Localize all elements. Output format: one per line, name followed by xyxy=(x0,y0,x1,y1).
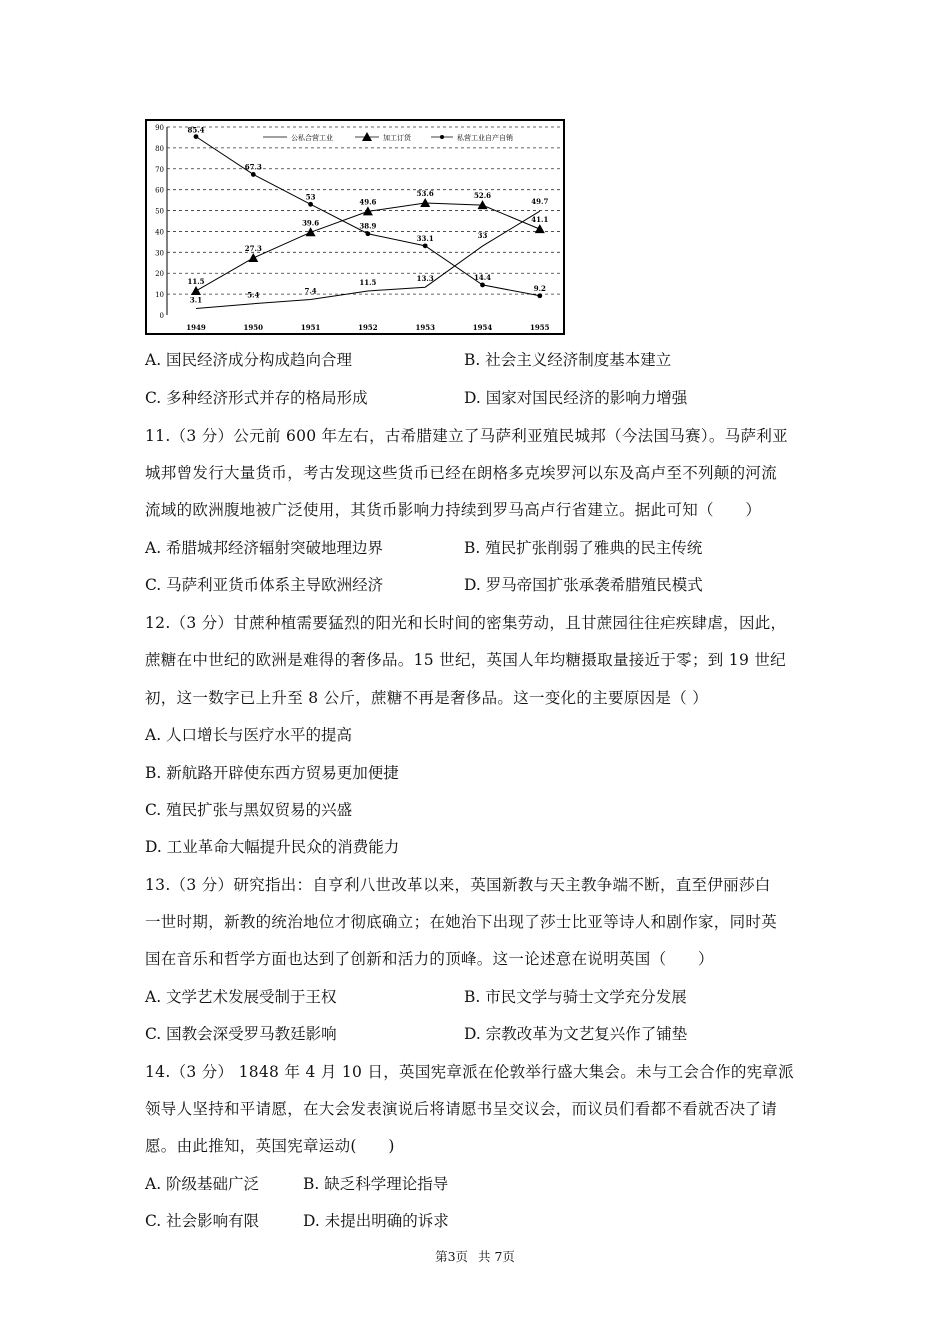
x-tick-label: 1950 xyxy=(243,323,264,332)
data-label: 5.4 xyxy=(247,290,260,300)
q12-option-a[interactable]: A. 人口增长与医疗水平的提高 xyxy=(145,726,353,744)
legend-label: 私营工业自产自销 xyxy=(457,134,513,142)
q13-stem-line-3: 国在音乐和哲学方面也达到了创新和活力的顶峰。这一论述意在说明英国（ ） xyxy=(145,950,714,968)
x-tick-label: 1954 xyxy=(472,323,493,332)
y-tick-label: 60 xyxy=(155,186,164,195)
data-label: 14.4 xyxy=(473,272,492,282)
data-label: 33 xyxy=(477,231,488,241)
q13-option-row-2 xyxy=(145,1022,688,1044)
q14-option-a[interactable]: A. 阶级基础广泛 xyxy=(145,1175,260,1193)
legend-circle-marker xyxy=(440,135,444,139)
data-label: 27.3 xyxy=(244,243,262,253)
q10-option-a[interactable]: A. 国民经济成分构成趋向合理 xyxy=(145,351,353,369)
q14-stem-line-2: 领导人坚持和平请愿，在大会发表演说后将请愿书呈交议会，而议员们看都不看就否决了请 xyxy=(145,1100,778,1118)
data-label: 38.9 xyxy=(359,221,377,231)
q11-option-row-1 xyxy=(145,536,703,558)
q10-option-d[interactable]: D. 国家对国民经济的影响力增强 xyxy=(464,389,688,407)
q10-option-row-2 xyxy=(145,386,688,408)
data-label: 33.1 xyxy=(416,233,434,243)
q13-option-d[interactable]: D. 宗教改革为文艺复兴作了铺垫 xyxy=(464,1025,688,1043)
data-label: 52.6 xyxy=(473,191,492,201)
data-label: 3.1 xyxy=(189,295,203,305)
legend-label: 公私合营工业 xyxy=(291,134,333,142)
q10-option-c[interactable]: C. 多种经济形式并存的格局形成 xyxy=(145,389,368,407)
data-label: 53.6 xyxy=(416,189,434,199)
q13-option-a[interactable]: A. 文学艺术发展受制于王权 xyxy=(145,988,337,1006)
circle-marker xyxy=(480,283,485,288)
q10-option-row-1 xyxy=(145,348,672,370)
y-tick-label: 80 xyxy=(155,144,164,153)
circle-marker xyxy=(308,202,313,207)
y-tick-label: 30 xyxy=(155,249,164,258)
q11-stem-line-1: 11.（3 分）公元前 600 年左右，古希腊建立了马萨利亚殖民城邦（今法国马赛）。马萨利亚 xyxy=(145,427,788,445)
q13-option-row-1 xyxy=(145,985,687,1007)
q11-option-c[interactable]: C. 马萨利亚货币体系主导欧洲经济 xyxy=(145,576,384,594)
q13-option-c[interactable]: C. 国教会深受罗马教廷影响 xyxy=(145,1025,337,1043)
y-tick-label: 40 xyxy=(155,228,164,237)
q14-option-row-1 xyxy=(145,1172,449,1194)
circle-marker xyxy=(366,231,371,236)
q12-stem-line-1: 12.（3 分）甘蔗种植需要猛烈的阳光和长时间的密集劳动，且甘蔗园往往疟疾肆虐，因此， xyxy=(145,614,787,632)
page-number: 第3页 xyxy=(435,1249,469,1264)
q11-option-a[interactable]: A. 希腊城邦经济辐射突破地理边界 xyxy=(145,539,384,557)
data-label: 53 xyxy=(305,192,316,202)
chart-legend xyxy=(263,132,513,142)
legend-label: 加工订货 xyxy=(383,134,411,142)
q12-stem-line-3: 初，这一数字已上升至 8 公斤，蔗糖不再是奢侈品。这一变化的主要原因是（ ） xyxy=(145,689,709,707)
x-tick-label: 1952 xyxy=(358,323,378,332)
q14-option-row-2 xyxy=(145,1209,449,1231)
q14-option-b[interactable]: B. 缺乏科学理论指导 xyxy=(303,1175,449,1193)
data-label: 39.6 xyxy=(302,218,320,228)
data-label: 11.5 xyxy=(359,277,377,287)
q12-stem-line-2: 蔗糖在中世纪的欧洲是难得的奢侈品。15 世纪，英国人年均糖摄取量接近于零；到 19 世纪 xyxy=(145,651,786,669)
y-tick-label: 20 xyxy=(155,270,164,279)
line-chart xyxy=(145,119,565,337)
q13-stem-line-1: 13.（3 分）研究指出：自亨利八世改革以来，英国新教与天主教争端不断，直至伊丽莎白 xyxy=(145,876,771,894)
data-label: 67.3 xyxy=(244,162,262,172)
circle-marker xyxy=(194,134,199,139)
y-tick-label: 70 xyxy=(155,165,164,174)
y-tick-label: 10 xyxy=(155,291,164,300)
y-tick-label: 50 xyxy=(155,207,164,216)
q11-option-b[interactable]: B. 殖民扩张削弱了雅典的民主传统 xyxy=(464,539,703,557)
q12-option-d[interactable]: D. 工业革命大幅提升民众的消费能力 xyxy=(145,838,400,856)
circle-marker xyxy=(423,243,428,248)
page-footer xyxy=(0,1247,950,1265)
data-label: 9.2 xyxy=(533,283,546,293)
data-label: 13.3 xyxy=(416,274,434,284)
x-tick-label: 1951 xyxy=(300,323,321,332)
data-label: 7.4 xyxy=(304,286,317,296)
q13-option-b[interactable]: B. 市民文学与骑士文学充分发展 xyxy=(464,988,687,1006)
q14-option-d[interactable]: D. 未提出明确的诉求 xyxy=(303,1212,449,1230)
y-tick-label: 0 xyxy=(159,312,164,320)
q11-stem-line-3: 流域的欧洲腹地被广泛使用，其货币影响力持续到罗马高卢行省建立。据此可知（ ） xyxy=(145,501,762,519)
q11-option-row-2 xyxy=(145,573,703,595)
q10-option-b[interactable]: B. 社会主义经济制度基本建立 xyxy=(464,351,672,369)
q13-stem-line-2: 一世时期，新教的统治地位才彻底确立；在她治下出现了莎士比亚等诗人和剧作家，同时英 xyxy=(145,913,778,931)
q11-option-d[interactable]: D. 罗马帝国扩张承袭希腊殖民模式 xyxy=(464,576,703,594)
circle-marker xyxy=(537,293,542,298)
x-tick-label: 1949 xyxy=(186,323,206,332)
q14-option-c[interactable]: C. 社会影响有限 xyxy=(145,1212,260,1230)
data-label: 49.7 xyxy=(531,197,549,207)
data-label: 11.5 xyxy=(187,276,205,286)
data-label: 49.6 xyxy=(359,197,377,207)
circle-marker xyxy=(251,172,256,177)
data-label: 41.1 xyxy=(531,215,549,225)
q14-stem-line-1: 14.（3 分） 1848 年 4 月 10 日，英国宪章派在伦敦举行盛大集会。未与工会合作的宪章派 xyxy=(145,1063,795,1081)
y-tick-label: 90 xyxy=(155,124,164,132)
q11-stem-line-2: 城邦曾发行大量货币，考古发现这些货币已经在朗格多克埃罗河以东及高卢至不列颠的河流 xyxy=(145,464,778,482)
x-tick-label: 1955 xyxy=(530,323,550,332)
q14-stem-line-3: 愿。由此推知，英国宪章运动( ) xyxy=(145,1137,395,1155)
q12-option-b[interactable]: B. 新航路开辟使东西方贸易更加便捷 xyxy=(145,764,399,782)
x-tick-label: 1953 xyxy=(415,323,435,332)
page-total: 共 7页 xyxy=(478,1249,515,1264)
data-label: 85.4 xyxy=(187,125,205,135)
q12-option-c[interactable]: C. 殖民扩张与黑奴贸易的兴盛 xyxy=(145,801,353,819)
